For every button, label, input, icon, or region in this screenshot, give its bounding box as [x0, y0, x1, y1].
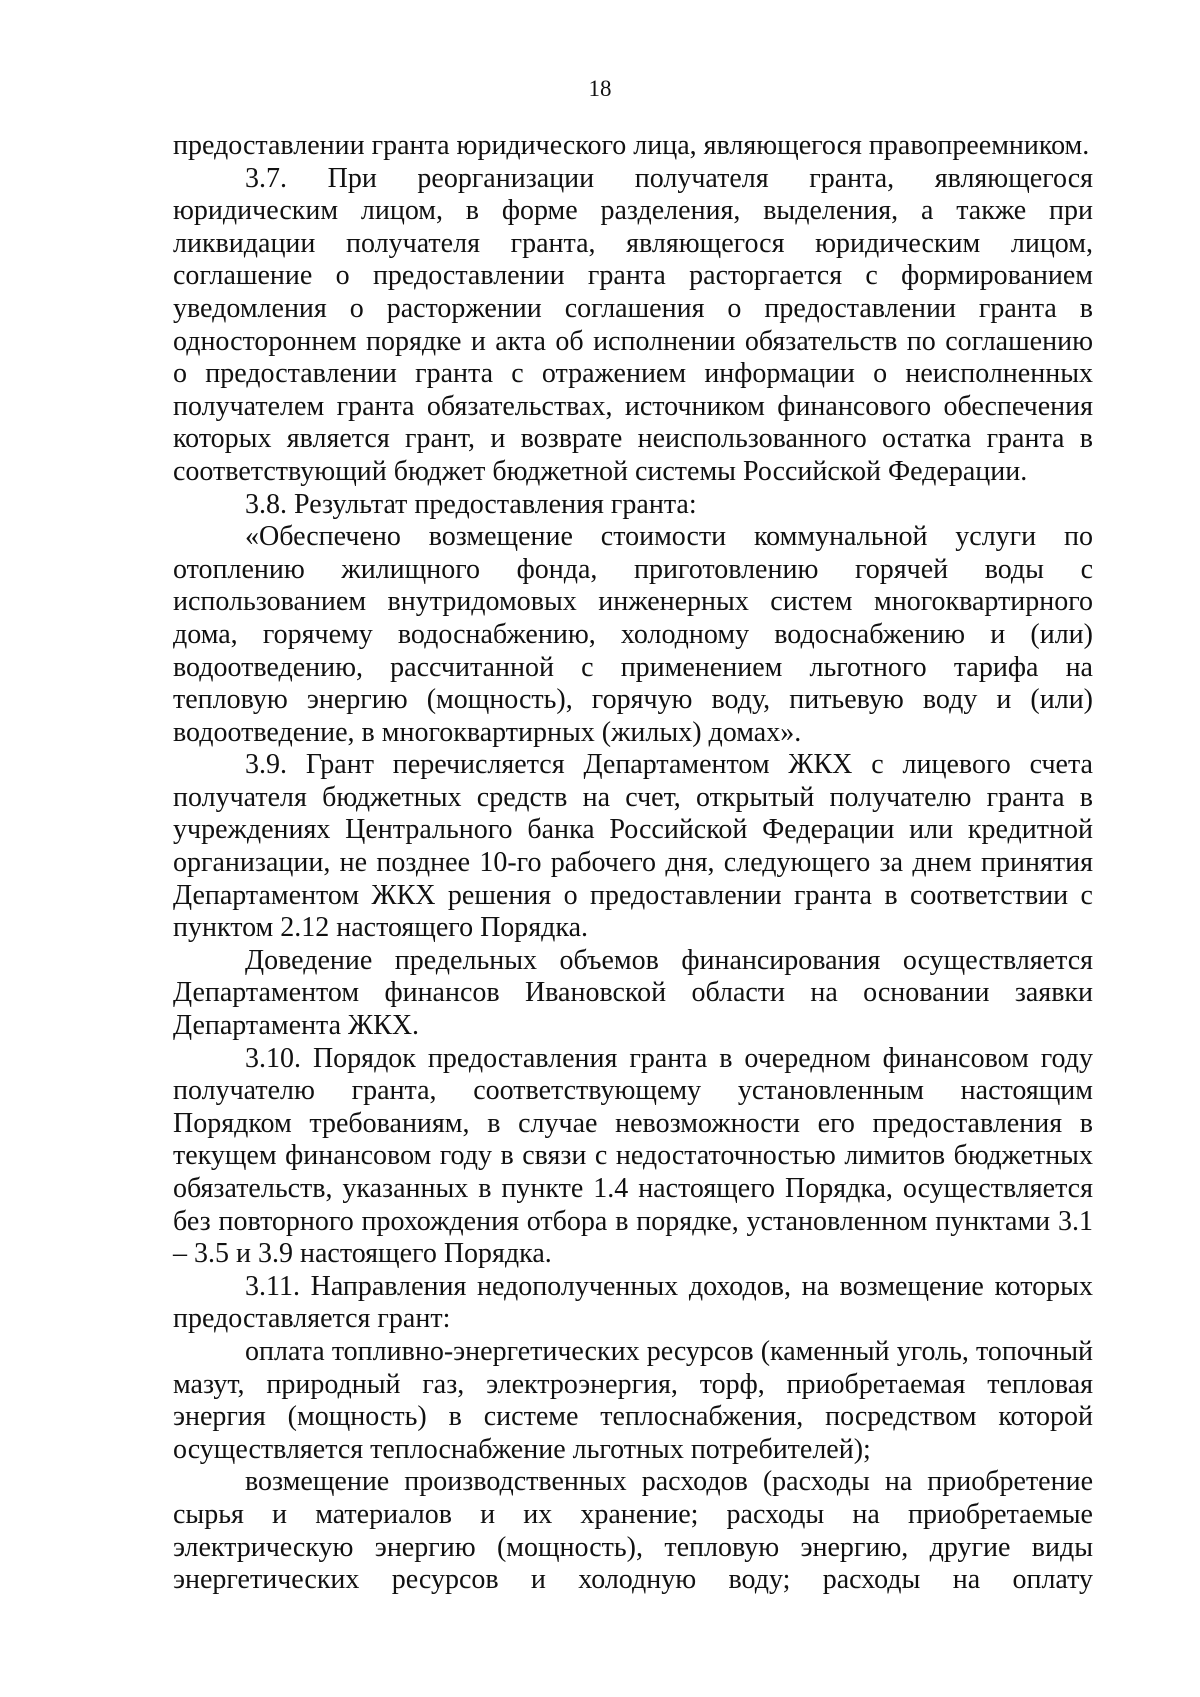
paragraph-financing-limits: Доведение предельных объемов финансирования осуществляется Департаментом финансов Ивановской области на основании заявки Департамента ЖКХ. [173, 944, 1093, 1042]
paragraph-continuation: предоставлении гранта юридического лица, являющегося правопреемником. [173, 130, 1090, 161]
paragraph-3-9: 3.9. Грант перечисляется Департаментом ЖКХ с лицевого счета получателя бюджетных средств на счет, открытый получателю гранта в учреждениях Центрального банка Российской Федерации или кредитной организации, не позднее 10-го рабочего дня, следующего за днем принятия Департаментом ЖКХ решения о предоставлении гранта в соответствии с пунктом 2.12 настоящего Порядка. [173, 749, 1093, 944]
paragraph-fuel-resources: оплата топливно-энергетических ресурсов (каменный уголь, топочный мазут, природный газ, электроэнергия, торф, приобретаемая тепловая энергия (мощность) в системе теплоснабжения, посредством которой осуществляется теплоснабжение льготных потребителей); [173, 1335, 1093, 1465]
paragraph-3-8-result-quote: «Обеспечено возмещение стоимости коммунальной услуги по отоплению жилищного фонда, приготовлению горячей воды с использованием внутридомовых инженерных систем многоквартирного дома, горячему водоснабжению, холодному водоснабжению и (или) водоотведению, рассчитанной с применением льготного тарифа на тепловую энергию (мощность), горячую воду, питьевую воду и (или) водоотведение, в многоквартирных (жилых) домах». [173, 521, 1093, 748]
document-body [173, 130, 1093, 1597]
paragraph-3-11: 3.11. Направления недополученных доходов, на возмещение которых предоставляется грант: [173, 1270, 1093, 1335]
paragraph-production-costs: возмещение производственных расходов (расходы на приобретение сырья и материалов и их хранение; расходы на приобретаемые электрическую энергию (мощность), тепловую энергию, другие виды энергетических ресурсов и холодную воду; расходы на оплату [173, 1466, 1093, 1596]
paragraph-3-10: 3.10. Порядок предоставления гранта в очередном финансовом году получателю гранта, соответствующему установленным настоящим Порядком требованиям, в случае невозможности его предоставления в текущем финансовом году в связи с недостаточностью лимитов бюджетных обязательств, указанных в пункте 1.4 настоящего Порядка, осуществляется без повторного прохождения отбора в порядке, установленном пунктами 3.1 – 3.5 и 3.9 настоящего Порядка. [173, 1042, 1093, 1270]
page-number: 18 [588, 76, 612, 101]
paragraph-3-8: 3.8. Результат предоставления гранта: [245, 488, 697, 520]
paragraph-3-7: 3.7. При реорганизации получателя гранта, являющегося юридическим лицом, в форме разделения, выделения, а также при ликвидации получателя гранта, являющегося юридическим лицом, соглашение о предоставлении гранта расторгается с формированием уведомления о расторжении соглашения о предоставлении гранта в одностороннем порядке и акта об исполнении обязательств по соглашению о предоставлении гранта с отражением информации о неисполненных получателем гранта обязательствах, источником финансового обеспечения которых является грант, и возврате неиспользованного остатка гранта в соответствующий бюджет бюджетной системы Российской Федерации. [173, 162, 1093, 487]
